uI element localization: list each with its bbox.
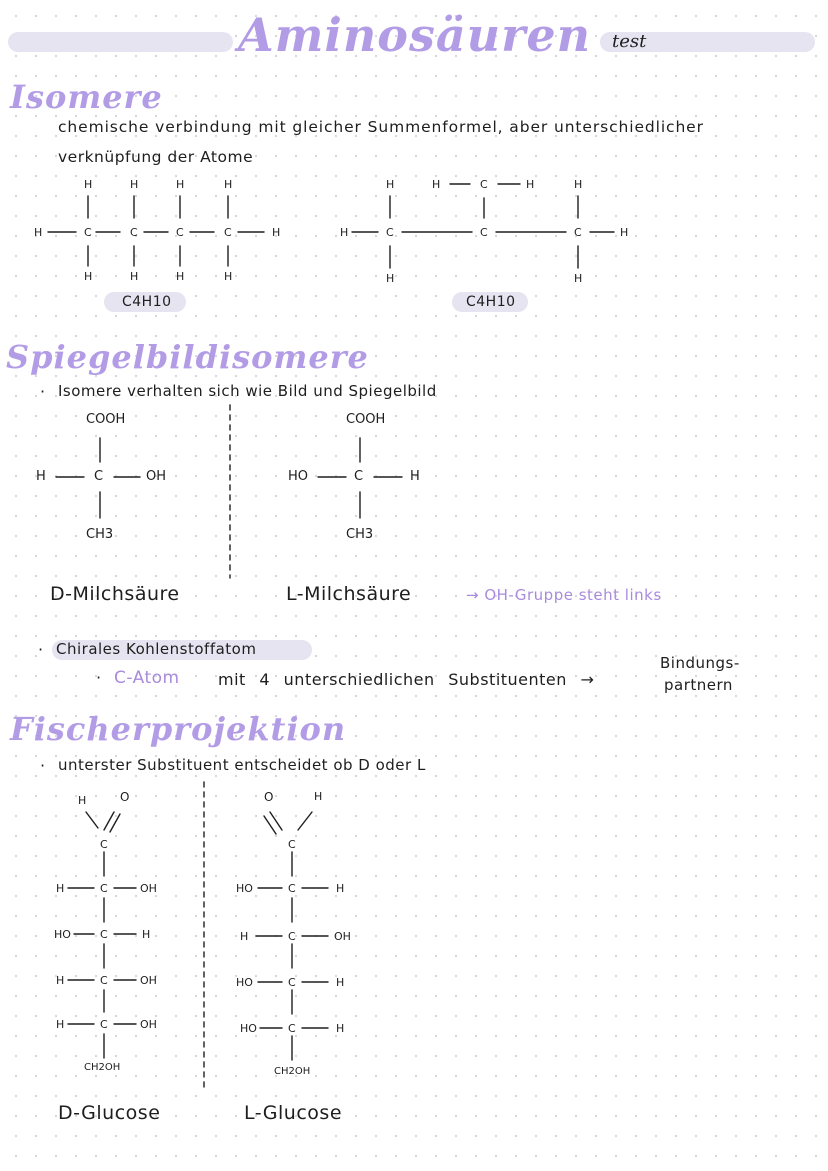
page-title: Aminosäuren bbox=[238, 8, 592, 62]
atom-h: H bbox=[78, 794, 87, 807]
bullet-dot: · bbox=[40, 382, 46, 401]
oh-group: OH bbox=[140, 974, 157, 987]
bindungs-line2: partnern bbox=[664, 676, 733, 694]
cooh-group: COOH bbox=[86, 412, 126, 427]
d-glucose-label: D-Glucose bbox=[58, 1102, 161, 1124]
ho-group: HO bbox=[236, 976, 253, 989]
chiral-pill-text: Chirales Kohlenstoffatom bbox=[56, 640, 257, 658]
carbonyl-oxygen: O bbox=[264, 790, 274, 804]
atom-h: H bbox=[336, 882, 345, 895]
chiral-carbon: C bbox=[94, 469, 104, 484]
formula-right: C4H10 bbox=[466, 294, 516, 310]
atom-c: C bbox=[176, 226, 184, 239]
atom-h: H bbox=[56, 1018, 65, 1031]
atom-c: C bbox=[224, 226, 232, 239]
chiral-c-atom: C-Atom bbox=[114, 668, 180, 688]
ho-group: HO bbox=[288, 469, 309, 484]
atom-h: H bbox=[620, 226, 629, 239]
oh-group: OH bbox=[140, 882, 157, 895]
atom-h: H bbox=[176, 178, 185, 191]
atom-h: H bbox=[84, 178, 93, 191]
atom-h: H bbox=[314, 790, 323, 803]
oh-group: OH bbox=[146, 469, 167, 484]
title-tag: test bbox=[612, 31, 647, 52]
atom-h: H bbox=[130, 178, 139, 191]
chiral-description: mit 4 unterschiedlichen Substituenten → bbox=[218, 670, 595, 689]
atom-c: C bbox=[100, 928, 108, 941]
section-heading-fischerprojektion: Fischerprojektion bbox=[10, 710, 347, 748]
atom-h: H bbox=[34, 226, 43, 239]
atom-h: H bbox=[36, 469, 46, 484]
atom-c: C bbox=[288, 976, 296, 989]
atom-h: H bbox=[432, 178, 441, 191]
atom-h: H bbox=[336, 976, 345, 989]
atom-h: H bbox=[56, 974, 65, 987]
bullet-dot: · bbox=[38, 640, 44, 659]
ch2oh-group: CH2OH bbox=[274, 1066, 311, 1077]
atom-c: C bbox=[386, 226, 394, 239]
oh-group: OH bbox=[334, 930, 351, 943]
oh-group-highlight: OH bbox=[140, 1018, 157, 1031]
atom-h: H bbox=[340, 226, 349, 239]
section-heading-spiegelbildisomere: Spiegelbildisomere bbox=[6, 338, 369, 376]
carbonyl-oxygen: O bbox=[120, 790, 130, 804]
ho-group: HO bbox=[54, 928, 71, 941]
atom-h: H bbox=[84, 270, 93, 283]
ch3-group: CH3 bbox=[346, 527, 374, 542]
atom-c: C bbox=[288, 1022, 296, 1035]
atom-c: C bbox=[288, 882, 296, 895]
fischer-bullet-text: unterster Substituent entscheidet ob D oder L bbox=[58, 756, 426, 774]
atom-h: H bbox=[240, 930, 249, 943]
isomere-definition-line2: verknüpfung der Atome bbox=[58, 148, 254, 166]
atom-c: C bbox=[84, 226, 92, 239]
atom-h: H bbox=[386, 178, 395, 191]
isomere-definition-line1: chemische verbindung mit gleicher Summenformel, aber unterschiedlicher bbox=[58, 118, 704, 136]
atom-h: H bbox=[336, 1022, 345, 1035]
ho-group-highlight: HO bbox=[240, 1022, 257, 1035]
atom-h: H bbox=[410, 469, 420, 484]
atom-c: C bbox=[100, 838, 108, 851]
chiral-carbon: C bbox=[354, 469, 364, 484]
bullet-dot: · bbox=[40, 756, 46, 775]
atom-c: C bbox=[480, 226, 488, 239]
l-milchsaeure-label: L-Milchsäure bbox=[286, 583, 412, 605]
atom-h: H bbox=[574, 178, 583, 191]
atom-c: C bbox=[480, 178, 488, 191]
atom-h: H bbox=[224, 270, 233, 283]
atom-h: H bbox=[130, 270, 139, 283]
atom-h: H bbox=[176, 270, 185, 283]
ho-group: HO bbox=[236, 882, 253, 895]
atom-c: C bbox=[288, 838, 296, 851]
l-milchsaeure-note: → OH-Gruppe steht links bbox=[466, 586, 662, 604]
atom-c: C bbox=[100, 1018, 108, 1031]
formula-left: C4H10 bbox=[122, 294, 172, 310]
spiegel-bullet-text: Isomere verhalten sich wie Bild und Spiegelbild bbox=[58, 382, 437, 400]
atom-c: C bbox=[288, 930, 296, 943]
atom-c: C bbox=[130, 226, 138, 239]
atom-h: H bbox=[574, 272, 583, 285]
atom-h: H bbox=[224, 178, 233, 191]
l-glucose-label: L-Glucose bbox=[244, 1102, 343, 1124]
bindungs-line1: Bindungs- bbox=[660, 654, 740, 672]
atom-h: H bbox=[526, 178, 535, 191]
atom-h: H bbox=[272, 226, 281, 239]
sub-bullet-dot: · bbox=[96, 668, 102, 687]
ch2oh-group: CH2OH bbox=[84, 1062, 121, 1073]
atom-h: H bbox=[56, 882, 65, 895]
cooh-group: COOH bbox=[346, 412, 386, 427]
section-heading-isomere: Isomere bbox=[10, 78, 163, 116]
atom-c: C bbox=[100, 974, 108, 987]
ch3-group: CH3 bbox=[86, 527, 114, 542]
atom-h: H bbox=[386, 272, 395, 285]
atom-c: C bbox=[574, 226, 582, 239]
atom-h: H bbox=[142, 928, 151, 941]
d-milchsaeure-label: D-Milchsäure bbox=[50, 583, 180, 605]
atom-c: C bbox=[100, 882, 108, 895]
